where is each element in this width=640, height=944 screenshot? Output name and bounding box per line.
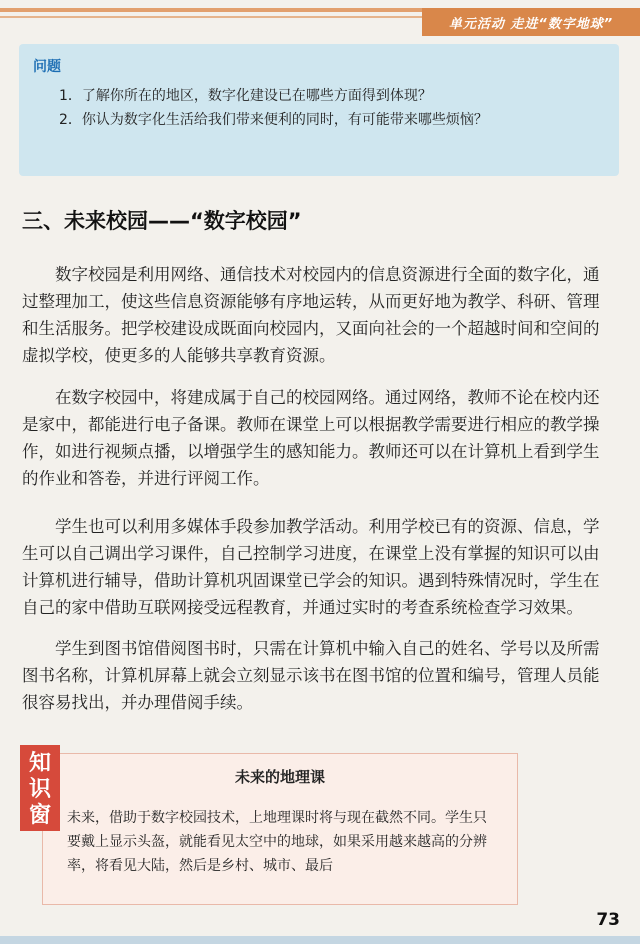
knowledge-text: 未来，借助于数字校园技术，上地理课时将与现在截然不同。学生只要戴上显示头盔，就能看见太空中的地球，如果采用越来越高的分辨率，将看见大陆，然后是乡村、城市、最后 xyxy=(67,810,487,874)
knowledge-window-tag: 知识窗 xyxy=(20,745,60,831)
question-box xyxy=(19,44,619,176)
body-paragraph: 数字校园是利用网络、通信技术对校园内的信息资源进行全面的数字化，通过整理加工，使这些信息资源能够有序地运转，从而更好地为教学、科研、管理和生活服务。把学校建设成既面向校园内，又面向社会的一个超越时间和空间的虚拟学校，使更多的人能够共享教育资源。 xyxy=(22,265,600,365)
page-number: 73 xyxy=(596,910,620,930)
header-line xyxy=(0,16,430,18)
knowledge-box xyxy=(42,753,518,905)
body-paragraph: 在数字校园中，将建成属于自己的校园网络。通过网络，教师不论在校内还是家中，都能进行电子备课。教师在课堂上可以根据教学需要进行相应的教学操作，如进行视频点播，以增强学生的感知能力。教师还可以在计算机上看到学生的作业和答卷，并进行评阅工作。 xyxy=(22,388,600,488)
footer-bar xyxy=(0,936,640,944)
knowledge-window xyxy=(20,745,620,910)
knowledge-title: 未来的地理课 xyxy=(234,768,325,786)
body-paragraph: 学生到图书馆借阅图书时，只需在计算机中输入自己的姓名、学号以及所需图书名称，计算机屏幕上就会立刻显示该书在图书馆的位置和编号，管理人员能很容易找出，并办理借阅手续。 xyxy=(22,639,600,712)
section-title: 三、未来校园——“数字校园” xyxy=(22,209,302,233)
header-line xyxy=(0,8,430,12)
unit-header-tag: 单元活动 走进“数字地球” xyxy=(422,8,640,36)
question-item: 2．你认为数字化生活给我们带来便利的同时，有可能带来哪些烦恼？ xyxy=(59,112,488,128)
header-bar xyxy=(0,8,640,36)
body-paragraph: 学生也可以利用多媒体手段参加教学活动。利用学校已有的资源、信息，学生可以自己调出学习课件，自己控制学习进度，在课堂上没有掌握的知识可以由计算机进行辅导，借助计算机巩固课堂已学会的知识。遇到特殊情况时，学生在自己的家中借助互联网接受远程教育，并通过实时的考查系统检查学习效果。 xyxy=(22,517,600,617)
question-title: 问题 xyxy=(33,59,61,75)
question-item: 1．了解你所在的地区，数字化建设已在哪些方面得到体现？ xyxy=(59,88,432,104)
